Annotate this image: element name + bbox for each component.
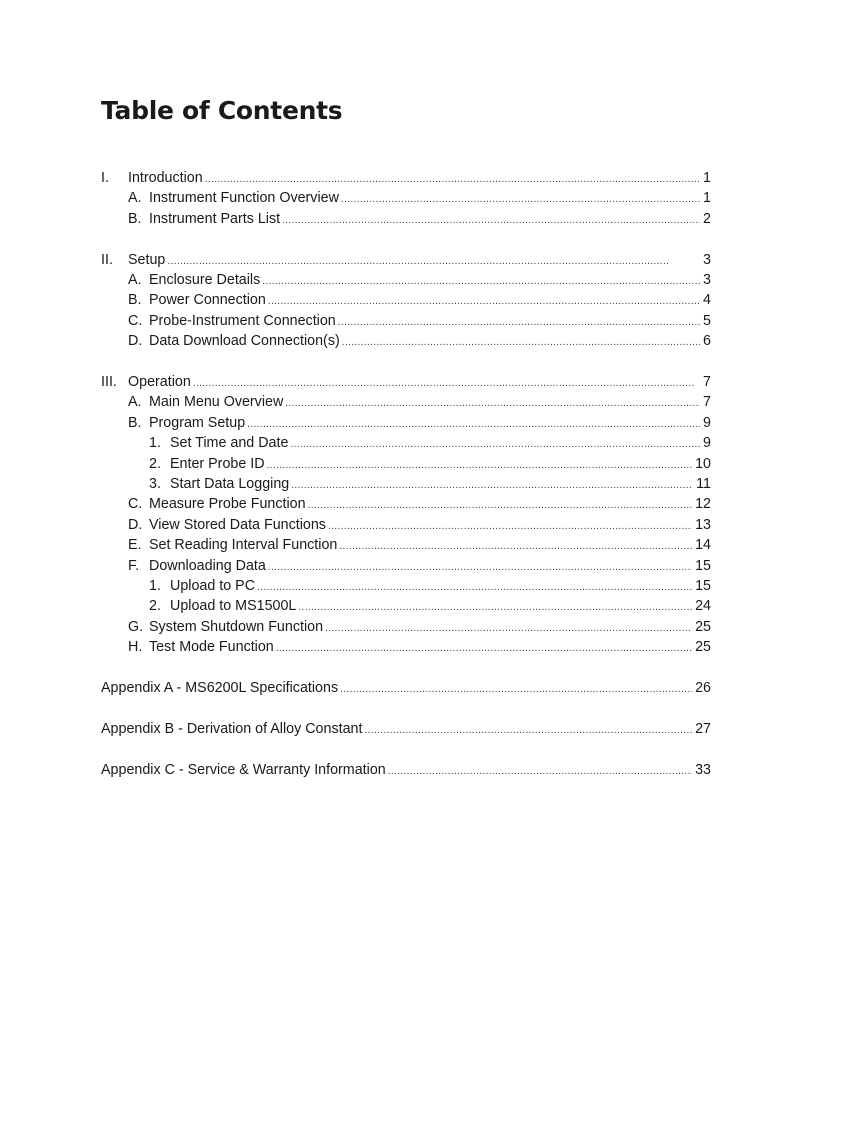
toc-entry[interactable] xyxy=(101,596,711,617)
toc-entry-title: Downloading Data xyxy=(149,557,266,574)
toc-entry-page: 5 xyxy=(703,312,711,329)
dot-leader xyxy=(388,761,692,782)
toc-entry-title: Instrument Parts List xyxy=(149,210,281,227)
dot-leader xyxy=(364,720,692,741)
toc-entry[interactable] xyxy=(101,576,711,597)
toc-entry[interactable] xyxy=(101,535,711,556)
toc-entry[interactable] xyxy=(101,760,711,781)
toc-entry[interactable] xyxy=(101,678,711,699)
toc-entry[interactable] xyxy=(101,637,711,658)
toc-entry-title: Start Data Logging xyxy=(170,476,290,492)
toc-entry-number: 1. xyxy=(149,435,161,452)
dot-leader xyxy=(276,638,692,659)
toc-entry-page: 11 xyxy=(696,476,711,492)
toc-entry-page: 10 xyxy=(695,455,711,472)
dot-leader xyxy=(257,577,692,598)
toc-entry[interactable] xyxy=(101,270,711,291)
toc-entry[interactable] xyxy=(101,494,711,515)
toc-entry-number: C. xyxy=(128,312,143,329)
toc-entry-page: 9 xyxy=(703,435,711,452)
toc-entry[interactable] xyxy=(101,168,711,189)
toc-entry-page: 12 xyxy=(695,496,711,513)
toc-entry-page: 6 xyxy=(703,333,711,350)
toc-entry[interactable] xyxy=(101,188,711,209)
dot-leader xyxy=(285,393,700,414)
toc-entry-title: Set Time and Date xyxy=(170,435,289,452)
dot-leader xyxy=(268,557,692,578)
toc-entry-page: 13 xyxy=(695,516,711,533)
toc-entry-number: 1. xyxy=(149,578,161,594)
toc-entry-title: Instrument Function Overview xyxy=(149,190,339,207)
toc-entry-title: Main Menu Overview xyxy=(149,394,284,411)
toc-entry-title: Operation xyxy=(128,374,191,390)
toc-entry-number: B. xyxy=(128,292,142,309)
toc-entry-title: Setup xyxy=(128,251,166,268)
toc-entry[interactable] xyxy=(101,331,711,352)
toc-entry-title: Enter Probe ID xyxy=(170,455,265,472)
toc-entry[interactable] xyxy=(101,209,711,230)
toc-entry-number: I. xyxy=(101,170,109,186)
toc-entry-number: II. xyxy=(101,251,113,268)
toc-entry-page: 25 xyxy=(695,639,711,656)
toc-entry[interactable] xyxy=(101,413,711,434)
toc-entry-number: B. xyxy=(128,414,142,431)
toc-entry-title: Appendix C - Service & Warranty Information xyxy=(101,761,386,778)
dot-leader xyxy=(328,516,692,537)
toc-entry-page: 1 xyxy=(703,190,711,207)
dot-leader xyxy=(282,210,700,231)
toc-entry-page: 3 xyxy=(703,272,711,288)
dot-leader xyxy=(267,455,693,476)
toc-entry[interactable] xyxy=(101,392,711,413)
toc-entry-number: III. xyxy=(101,374,117,390)
toc-entry[interactable] xyxy=(101,515,711,536)
toc-entry-number: A. xyxy=(128,190,142,207)
dot-leader xyxy=(298,597,692,618)
dot-leader xyxy=(247,414,700,435)
toc-entry-title: Enclosure Details xyxy=(149,272,261,288)
toc-entry-title: Data Download Connection(s) xyxy=(149,333,340,350)
toc-entry-page: 7 xyxy=(703,374,711,390)
toc-entry-page: 1 xyxy=(703,170,711,186)
dot-leader xyxy=(342,332,700,353)
dot-leader xyxy=(308,495,693,516)
toc-entry-number: H. xyxy=(128,639,143,656)
toc-entry-title: Introduction xyxy=(128,170,203,186)
toc-entry-number: D. xyxy=(128,333,143,350)
dot-leader xyxy=(205,169,700,190)
toc-entry-number: 2. xyxy=(149,598,161,615)
toc-entry-number: E. xyxy=(128,537,142,554)
toc-entry-number: 3. xyxy=(149,476,161,492)
dot-leader xyxy=(268,291,700,312)
toc-entry-title: Upload to PC xyxy=(170,578,256,594)
toc-entry-title: Appendix A - MS6200L Specifications xyxy=(101,680,339,696)
toc-entry-title: Probe-Instrument Connection xyxy=(149,312,336,329)
toc-entry-title: Set Reading Interval Function xyxy=(149,537,338,554)
toc-entry[interactable] xyxy=(101,290,711,311)
dot-leader xyxy=(338,312,700,333)
toc-entry-title: Program Setup xyxy=(149,414,246,431)
toc-entry-number: D. xyxy=(128,516,143,533)
toc-entry-title: Test Mode Function xyxy=(149,639,274,656)
toc-entry-page: 14 xyxy=(695,537,711,554)
toc-entry-title: System Shutdown Function xyxy=(149,618,324,635)
toc-entry-title: View Stored Data Functions xyxy=(149,516,326,533)
toc-entry-page: 25 xyxy=(695,618,711,635)
dot-leader xyxy=(339,536,692,557)
dot-leader xyxy=(290,434,700,455)
toc-entry-number: G. xyxy=(128,618,144,635)
dot-leader xyxy=(341,189,700,210)
dot-leader xyxy=(193,373,700,394)
toc-entry[interactable] xyxy=(101,250,711,271)
toc-entry-page: 15 xyxy=(695,557,711,574)
dot-leader xyxy=(167,251,700,272)
toc-entry-title: Power Connection xyxy=(149,292,266,309)
toc-entry-number: C. xyxy=(128,496,143,513)
toc-entry-number: B. xyxy=(128,210,142,227)
toc-entry-number: A. xyxy=(128,394,142,411)
toc-entry[interactable] xyxy=(101,474,711,495)
toc-entry-title: Upload to MS1500L xyxy=(170,598,297,615)
toc-entry-number: 2. xyxy=(149,455,161,472)
toc-entry[interactable] xyxy=(101,617,711,638)
toc-entry[interactable] xyxy=(101,372,711,393)
toc-entry-page: 15 xyxy=(695,578,711,594)
toc-entry[interactable] xyxy=(101,719,711,740)
toc-entry-page: 4 xyxy=(703,292,711,309)
toc-entry-page: 27 xyxy=(695,720,711,737)
dot-leader xyxy=(325,618,692,639)
toc-entry-page: 24 xyxy=(695,598,711,615)
toc-entry[interactable] xyxy=(101,311,711,332)
toc-entry-page: 7 xyxy=(703,394,711,411)
toc-entry-page: 26 xyxy=(695,680,711,696)
toc-entry-page: 9 xyxy=(703,414,711,431)
toc-entry[interactable] xyxy=(101,556,711,577)
toc-entry-page: 33 xyxy=(695,761,711,778)
toc-entry-page: 2 xyxy=(703,210,711,227)
toc-entry-number: F. xyxy=(128,557,140,574)
toc-entry[interactable] xyxy=(101,433,711,454)
toc-entry-page: 3 xyxy=(703,251,711,268)
page-title: Table of Contents xyxy=(101,96,343,125)
toc-entry-title: Measure Probe Function xyxy=(149,496,306,513)
toc-entry-title: Appendix B - Derivation of Alloy Constant xyxy=(101,720,363,737)
dot-leader xyxy=(262,271,700,292)
dot-leader xyxy=(340,679,692,700)
toc-entry-number: A. xyxy=(128,272,142,288)
dot-leader xyxy=(291,475,693,496)
toc-entry[interactable] xyxy=(101,454,711,475)
